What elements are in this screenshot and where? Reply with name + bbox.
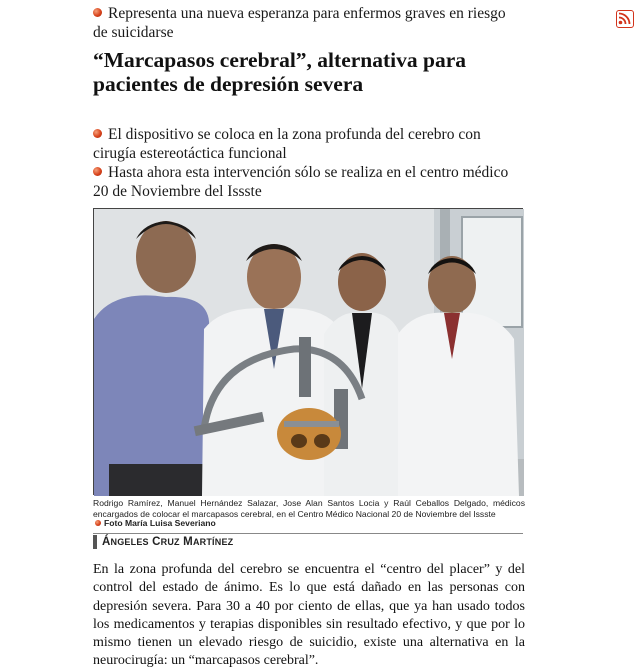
- photo-caption: Rodrigo Ramírez, Manuel Hernández Salazar, Jose Alan Santos Locia y Raúl Ceballos Delgado, médicos encargados de colocar el marcapasos cerebral, en el Centro Médico Nacional 20 de Noviembre del Issste: [93, 498, 525, 519]
- subhead-top: [93, 4, 523, 42]
- subhead-1-text: El dispositivo se coloca en la zona profunda del cerebro con cirugía estereotáctica funcional: [93, 126, 481, 162]
- byline-name-part: RUZ: [160, 537, 180, 547]
- byline-name-part: ARTÍNEZ: [192, 537, 234, 547]
- rss-feed-icon[interactable]: [616, 10, 634, 28]
- doctors-photo-illustration: [94, 209, 524, 496]
- byline-author: [102, 536, 233, 548]
- byline-marker: [93, 535, 97, 549]
- subhead-top-text: Representa una nueva esperanza para enfermos graves en riesgo de suicidarse: [93, 5, 506, 41]
- subhead-1: [93, 125, 523, 163]
- byline-initial: M: [183, 536, 193, 548]
- photo-credit: [95, 518, 216, 528]
- subhead-2-text: Hasta ahora esta intervención sólo se realiza en el centro médico 20 de Noviembre del Issste: [93, 164, 509, 200]
- byline-name-part: NGELES: [110, 537, 149, 547]
- bullet-icon: [93, 129, 102, 138]
- subhead-2: [93, 163, 523, 201]
- article-headline: “Marcapasos cerebral”, alternativa para pacientes de depresión severa: [93, 48, 466, 96]
- byline: [93, 533, 523, 549]
- bullet-icon: [95, 520, 101, 526]
- article-body: En la zona profunda del cerebro se encuentra el “centro del placer” y del control del estado de ánimo. Es lo que está dañado en las personas con depresión severa. Para 30 a 40 por ciento de ellas, que ya han usado todos los medicamentos y terapias disponibles sin resultado efectivo, y que por lo mismo tienen un elevado riesgo de suicidio, existe una alternativa en la neurocirugía: un “marcapasos cerebral”.: [93, 562, 525, 669]
- article-photo: [93, 208, 523, 495]
- bullet-icon: [93, 167, 102, 176]
- byline-initial: Á: [102, 536, 111, 548]
- bullet-icon: [93, 8, 102, 17]
- byline-initial: C: [152, 536, 161, 548]
- photo-credit-text: Foto María Luisa Severiano: [104, 518, 216, 528]
